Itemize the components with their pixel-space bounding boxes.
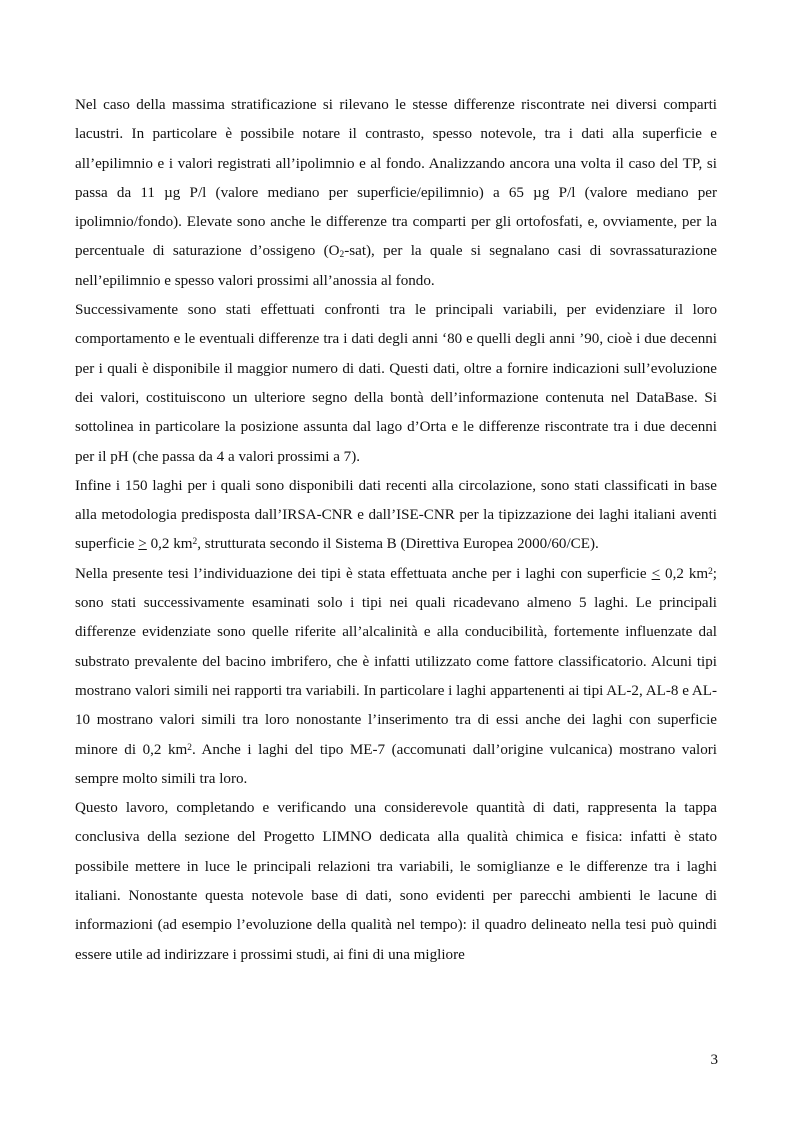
text-run: Infine i 150 laghi per i quali sono disponibili dati recenti alla circolazione, sono stati classificati in base alla metodologia predisposta dall’IRSA-CNR e dall’ISE-CNR per la tipizzazione dei laghi italiani aventi superficie bbox=[75, 477, 717, 553]
superscript: 2 bbox=[192, 537, 198, 548]
paragraph-comparisons bbox=[75, 296, 717, 472]
less-equal-symbol: < bbox=[651, 565, 661, 582]
text-run: Questo lavoro, completando e verificando una considerevole quantità di dati, rappresenta la tappa conclusiva della sezione del Progetto LIMNO dedicata alla qualità chimica e fisica: infatti è stato possibile mettere in luce le principali relazioni tra variabili, le somiglianze e le differenze tra i laghi italiani. Nonostante questa notevole base di dati, sono evidenti per parecchi ambienti le lacune di informazioni (ad esempio l’evoluzione della qualità nel tempo): il quadro delineato nella tesi può quindi essere utile ad indirizzare i prossimi studi, ai fini di una migliore bbox=[75, 800, 717, 963]
page-number: 3 bbox=[710, 1052, 718, 1068]
greater-equal-symbol: > bbox=[138, 536, 147, 553]
superscript: 2 bbox=[708, 566, 713, 577]
text-run: , strutturata secondo il Sistema B (Direttiva Europea 2000/60/CE). bbox=[197, 536, 599, 553]
text-run: Nel caso della massima stratificazione si rilevano le stesse differenze riscontrate nei diversi comparti lacustri. In particolare è possibile notare il contrasto, spesso notevole, tra i dati alla superficie e all’epilimnio e i valori registrati all’ipolimnio e al fondo. Analizzando ancora una volta il caso del TP, si passa da 11 µg P/l (valore mediano per superficie/epilimnio) a 65 µg P/l (valore mediano per ipolimnio/fondo). Elevate sono anche le differenze tra comparti per gli ortofosfati, e, ovviamente, per la percentuale di saturazione d’ossigeno (O bbox=[75, 97, 717, 260]
text-run: Successivamente sono stati effettuati confronti tra le principali variabili, per evidenziare il loro comportamento e le eventuali differenze tra i dati degli anni ‘80 e quelli degli anni ’90, cioè i due decenni per i quali è disponibile il maggior numero di dati. Questi dati, oltre a fornire indicazioni sull’evoluzione dei valori, costituiscono un ulteriore segno della bontà dell’informazione contenuta nel DataBase. Si sottolinea in particolare la posizione assunta dal lago d’Orta e le differenze riscontrate tra i due decenni per il pH (che passa da 4 a valori prossimi a 7). bbox=[75, 302, 717, 465]
superscript: 2 bbox=[187, 742, 192, 753]
paragraph-conclusion bbox=[75, 794, 717, 970]
subscript: 2 bbox=[339, 250, 345, 261]
text-run: . Anche i laghi del tipo ME-7 (accomunati dall’origine vulcanica) mostrano valori sempre molto simili tra loro. bbox=[75, 741, 718, 787]
text-run: 0,2 km bbox=[146, 536, 193, 553]
paragraph-classification bbox=[75, 472, 717, 560]
text-run: -sat), per la quale si segnalano casi di sovrassaturazione nell’epilimnio e spesso valori prossimi all’anossia al fondo. bbox=[75, 243, 717, 289]
text-run: 0,2 km bbox=[660, 565, 709, 582]
body-text bbox=[75, 91, 717, 970]
paragraph-types bbox=[75, 560, 717, 794]
text-run: ; sono stati successivamente esaminati solo i tipi nei quali ricadevano almeno 5 laghi. Le principali differenze evidenziate sono quelle riferite all’alcalinità e alla conducibilità, fortemente influenzate dal substrato prevalente del bacino imbrifero, che è infatti utilizzato come fattore classificatorio. Alcuni tipi mostrano valori simili nei rapporti tra variabili. In particolare i laghi appartenenti ai tipi AL-2, AL-8 e AL-10 mostrano valori simili tra loro nonostante l’inserimento tra di essi anche dei laghi con superficie minore di 0,2 km bbox=[75, 565, 717, 758]
paragraph-stratification bbox=[75, 91, 717, 296]
text-run: Nella presente tesi l’individuazione dei tipi è stata effettuata anche per i laghi con superficie bbox=[75, 565, 652, 582]
